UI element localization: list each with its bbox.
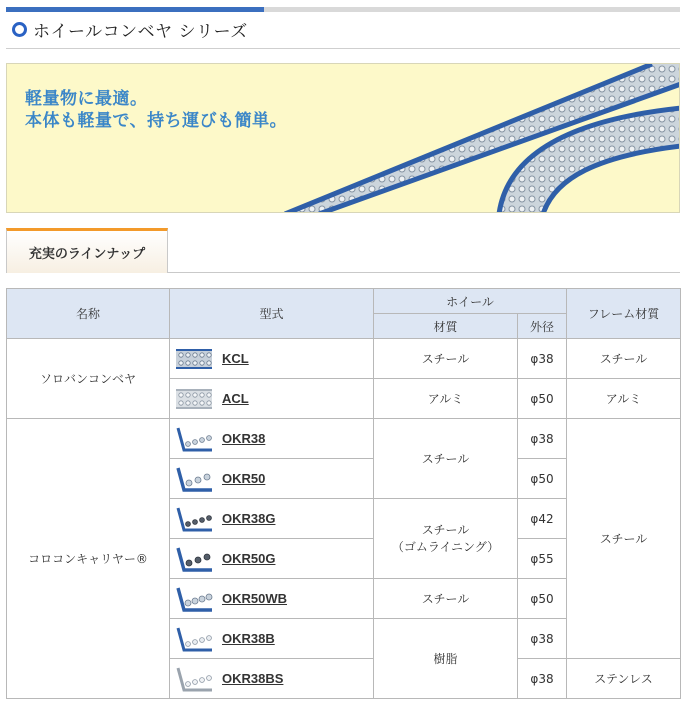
cell-diameter: φ38 bbox=[518, 339, 567, 379]
tab-lineup-label: 充実のラインナップ bbox=[28, 246, 146, 262]
okr38bs-product-thumbnail[interactable] bbox=[174, 662, 214, 696]
cell-material: スチール bbox=[374, 339, 518, 379]
title-top-bar bbox=[6, 7, 680, 12]
cell-material: 樹脂 bbox=[374, 619, 518, 699]
title-divider bbox=[6, 48, 680, 49]
page-title-text: ホイールコンベヤ シリーズ bbox=[33, 21, 248, 42]
model-link-okr50g[interactable]: OKR50G bbox=[222, 551, 276, 566]
header-model: 型式 bbox=[170, 289, 374, 339]
title-top-bar-accent bbox=[6, 7, 264, 12]
model-cell bbox=[170, 499, 374, 539]
okr50g-product-thumbnail[interactable] bbox=[174, 542, 214, 576]
model-cell bbox=[170, 579, 374, 619]
cell-diameter: φ50 bbox=[518, 379, 567, 419]
lineup-table bbox=[6, 288, 681, 699]
model-cell bbox=[170, 619, 374, 659]
header-material: 材質 bbox=[374, 314, 518, 339]
cell-diameter: φ38 bbox=[518, 659, 567, 699]
cell-frame: スチール bbox=[567, 419, 681, 659]
acl-product-thumbnail[interactable] bbox=[174, 382, 214, 416]
model-link-okr50wb[interactable]: OKR50WB bbox=[222, 591, 288, 606]
model-link-okr38[interactable]: OKR38 bbox=[222, 431, 266, 446]
model-link-kcl[interactable]: KCL bbox=[222, 351, 249, 366]
okr50wb-product-thumbnail[interactable] bbox=[174, 582, 214, 616]
okr38-product-thumbnail[interactable] bbox=[174, 422, 214, 456]
model-cell bbox=[170, 339, 374, 379]
model-cell bbox=[170, 419, 374, 459]
header-diameter: 外径 bbox=[518, 314, 567, 339]
cell-frame: スチール bbox=[567, 339, 681, 379]
cell-material: スチール bbox=[374, 419, 518, 499]
model-cell bbox=[170, 659, 374, 699]
table-row bbox=[7, 419, 681, 459]
tab-divider bbox=[167, 272, 680, 273]
tab-bar bbox=[6, 228, 680, 273]
cell-diameter: φ42 bbox=[518, 499, 567, 539]
banner-headline-1: 軽量物に最適。 bbox=[25, 89, 148, 109]
okr38g-product-thumbnail[interactable] bbox=[174, 502, 214, 536]
header-name: 名称 bbox=[7, 289, 170, 339]
model-cell bbox=[170, 459, 374, 499]
cell-diameter: φ50 bbox=[518, 459, 567, 499]
model-link-acl[interactable]: ACL bbox=[222, 391, 249, 406]
hero-banner bbox=[6, 63, 680, 213]
cell-diameter: φ50 bbox=[518, 579, 567, 619]
header-wheel: ホイール bbox=[374, 289, 567, 314]
tab-lineup[interactable] bbox=[6, 228, 168, 273]
group-name-soroban: ソロバンコンベヤ bbox=[7, 339, 170, 419]
model-link-okr50[interactable]: OKR50 bbox=[222, 471, 266, 486]
cell-material: スチール bbox=[374, 579, 518, 619]
model-cell bbox=[170, 539, 374, 579]
header-frame: フレーム材質 bbox=[567, 289, 681, 339]
cell-frame: アルミ bbox=[567, 379, 681, 419]
model-link-okr38g[interactable]: OKR38G bbox=[222, 511, 276, 526]
banner-headline-2: 本体も軽量で、持ち運びも簡単。 bbox=[25, 111, 288, 131]
cell-diameter: φ38 bbox=[518, 619, 567, 659]
model-cell bbox=[170, 379, 374, 419]
kcl-product-thumbnail[interactable] bbox=[174, 342, 214, 376]
model-link-okr38b[interactable]: OKR38B bbox=[222, 631, 275, 646]
cell-frame: ステンレス bbox=[567, 659, 681, 699]
cell-material: スチール （ゴムライニング） bbox=[374, 499, 518, 579]
ring-bullet-icon bbox=[12, 22, 27, 37]
cell-diameter: φ38 bbox=[518, 419, 567, 459]
okr38b-product-thumbnail[interactable] bbox=[174, 622, 214, 656]
group-name-korokon: コロコンキャリヤー® bbox=[7, 419, 170, 699]
table-row bbox=[7, 339, 681, 379]
cell-diameter: φ55 bbox=[518, 539, 567, 579]
page-title bbox=[12, 16, 248, 42]
model-link-okr38bs[interactable]: OKR38BS bbox=[222, 671, 284, 686]
okr50-product-thumbnail[interactable] bbox=[174, 462, 214, 496]
cell-material: アルミ bbox=[374, 379, 518, 419]
